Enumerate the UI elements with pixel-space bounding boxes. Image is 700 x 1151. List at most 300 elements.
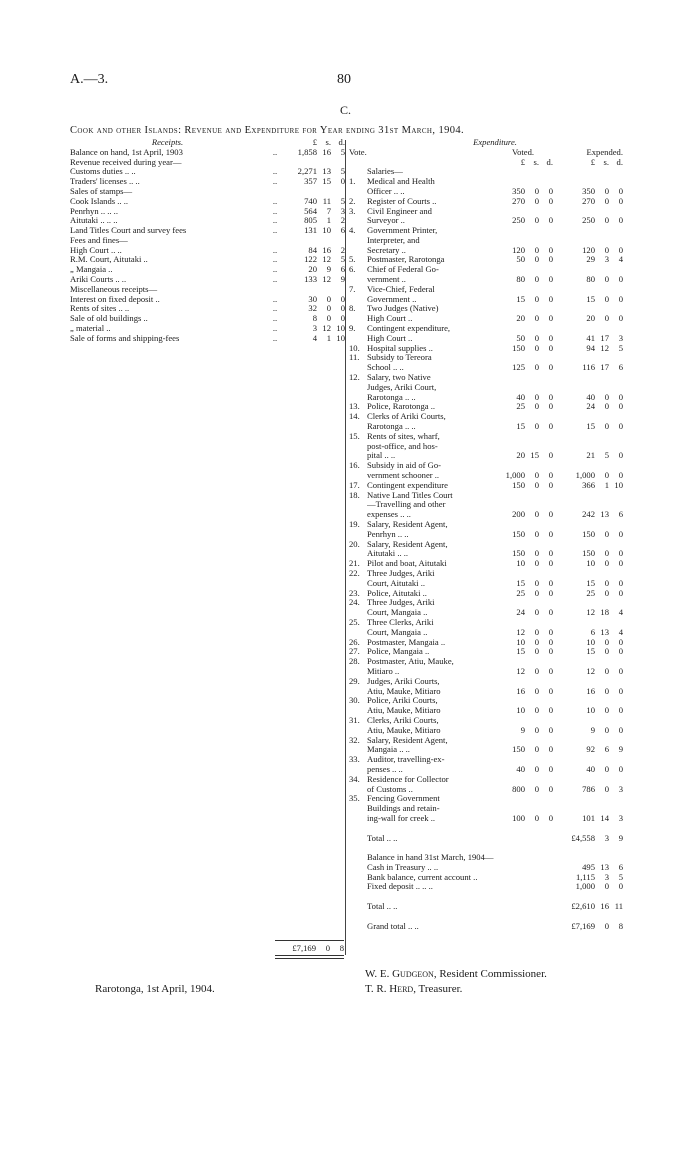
receipt-row (70, 295, 345, 305)
expenditure-row (349, 256, 629, 266)
expended-pence: 6 (618, 509, 623, 520)
voted-pence: 0 (548, 577, 553, 588)
receipts-rows (70, 148, 345, 344)
voted-pounds: 270 (512, 195, 525, 206)
expended-amount (553, 481, 623, 491)
receipt-label: Sale of forms and shipping-fees (70, 333, 180, 343)
expended-pence: 0 (618, 548, 623, 559)
expenditure-label: Balance in hand 31st March, 1904— (367, 853, 494, 863)
voted-pounds: 150 (512, 528, 525, 539)
expended-pounds: 1,000 (575, 470, 595, 481)
receipt-row (70, 324, 345, 334)
vote-number: 23. (349, 587, 360, 598)
expended-pounds: 15 (586, 293, 595, 304)
expenditure-label: Clerks of Ariki Courts, (367, 412, 446, 422)
expended-amount (553, 608, 623, 618)
voted-pence: 0 (548, 626, 553, 637)
vote-number: 27. (349, 646, 360, 657)
voted-pence: 0 (548, 244, 553, 255)
expenditure-row (349, 275, 629, 285)
vote-number: 24. (349, 597, 360, 608)
expended-amount (553, 197, 623, 207)
voted-pounds: 200 (512, 509, 525, 520)
expenditure-label: Rents of sites, wharf, (367, 431, 440, 441)
expenditure-row (349, 481, 629, 491)
voted-shillings: 0 (534, 274, 539, 285)
vote-number: 30. (349, 695, 360, 706)
vote-number: 34. (349, 773, 360, 784)
expenditure-row (349, 706, 629, 716)
voted-pounds: 20 (516, 450, 525, 461)
expended-pounds: 12 (586, 665, 595, 676)
expended-shillings: 0 (604, 665, 609, 676)
expended-pounds-header: £ (590, 156, 595, 167)
voted-pence: 0 (548, 401, 553, 412)
expenditure-label: Judges, Ariki Court, (367, 382, 437, 392)
voted-amount (493, 451, 553, 461)
expenditure-label: Police, Ariki Courts, (367, 696, 438, 706)
expended-shillings: 14 (600, 812, 609, 823)
voted-pounds: 15 (516, 421, 525, 432)
receipts-total-double-rule (275, 955, 344, 959)
voted-shillings: 0 (534, 391, 539, 402)
expenditure-row (349, 883, 629, 893)
receipt-pounds: 805 (304, 215, 317, 226)
expenditure-row (349, 295, 629, 305)
voted-shillings: 0 (534, 626, 539, 637)
vote-number: 25. (349, 616, 360, 627)
receipt-pounds: 740 (304, 195, 317, 206)
treasurer-role: , Treasurer. (413, 983, 463, 995)
expenditure-label: ing-wall for creek .. (367, 813, 436, 823)
voted-pence: 0 (548, 332, 553, 343)
expenditure-label: Salaries— (367, 167, 403, 177)
expenditure-row (349, 618, 629, 628)
expenditure-label: Chief of Federal Go- (367, 265, 439, 275)
expenditure-label: High Court .. (367, 333, 413, 343)
receipt-label: Aitutaki .. .. .. (70, 216, 118, 226)
expenditure-row (349, 716, 629, 726)
expended-pence: 0 (618, 185, 623, 196)
voted-amount (493, 559, 553, 569)
expenditure-label: Rarotonga .. .. (367, 392, 416, 402)
statement-title: Cook and other Islands: Revenue and Expenditure for Year ending 31st March, 1904. (70, 125, 465, 136)
expended-pounds: 6 (590, 626, 595, 637)
expended-pounds: 40 (586, 391, 595, 402)
expended-shillings: 17 (600, 332, 609, 343)
expended-label: Expended. (586, 146, 623, 157)
receipt-row (70, 334, 345, 344)
vote-number: 28. (349, 656, 360, 667)
expended-amount (553, 295, 623, 305)
receipt-pence: 9 (340, 274, 345, 285)
expenditure-label: of Customs .. (367, 784, 413, 794)
commissioner-role: , Resident Commissioner. (433, 968, 547, 980)
expended-amount (553, 745, 623, 755)
expended-pence: 0 (618, 881, 623, 892)
expended-shillings: 16 (600, 901, 609, 912)
expenditure-label: Pilot and boat, Aitutaki (367, 559, 447, 569)
voted-pence: 0 (548, 528, 553, 539)
vote-number: 6. (349, 264, 356, 275)
expenditure-label: High Court .. (367, 314, 413, 324)
receipt-label: Customs duties .. .. (70, 167, 136, 177)
receipt-shillings: 13 (322, 166, 331, 177)
expenditure-label: Bank balance, current account .. (367, 872, 478, 882)
receipt-pounds: 357 (304, 176, 317, 187)
vote-number: 1. (349, 176, 356, 187)
vote-number: 20. (349, 538, 360, 549)
voted-amount (493, 481, 553, 491)
receipt-pence: 6 (340, 225, 345, 236)
voted-shillings: 0 (534, 421, 539, 432)
expended-shillings-header: s. (603, 156, 609, 167)
receipt-dots: .. (272, 323, 278, 334)
expenditure-row (349, 363, 629, 373)
expenditure-label: Postmaster, Atiu, Mauke, (367, 657, 454, 667)
receipt-row (70, 148, 345, 158)
voted-pence: 0 (548, 391, 553, 402)
expenditure-label: Atiu, Mauke, Mitiaro (367, 686, 441, 696)
voted-amount (493, 706, 553, 716)
expenditure-label: Subsidy to Tereora (367, 353, 432, 363)
expended-pounds: 250 (582, 215, 595, 226)
expended-amount (553, 922, 623, 932)
expenditure-label: School .. .. (367, 363, 404, 373)
expended-pence: 0 (618, 421, 623, 432)
receipt-shillings: 0 (326, 313, 331, 324)
expenditure-label: vernment .. (367, 275, 406, 285)
expended-pounds: 94 (586, 342, 595, 353)
expended-shillings: 0 (604, 293, 609, 304)
expended-pounds: 150 (582, 528, 595, 539)
voted-pence: 0 (548, 470, 553, 481)
voted-pounds: 25 (516, 587, 525, 598)
expended-pence: 0 (618, 558, 623, 569)
expended-amount (553, 314, 623, 324)
vote-number: 5. (349, 254, 356, 265)
receipt-label: Land Titles Court and survey fees (70, 226, 187, 236)
receipt-pounds: 84 (308, 244, 317, 255)
voted-amount (493, 314, 553, 324)
expended-lsd-header (553, 158, 623, 168)
receipt-label: High Court .. .. (70, 245, 122, 255)
receipt-dots: .. (272, 195, 278, 206)
voted-pounds: 100 (512, 812, 525, 823)
expenditure-label: Court, Aitutaki .. (367, 578, 426, 588)
expended-amount (553, 814, 623, 824)
voted-pounds: 10 (516, 705, 525, 716)
voted-lsd-header (493, 158, 553, 168)
expended-pounds: 242 (582, 509, 595, 520)
vote-number: 3. (349, 205, 356, 216)
expended-shillings: 0 (604, 577, 609, 588)
expended-pounds: 101 (582, 812, 595, 823)
receipt-row (70, 314, 345, 324)
voted-amount (493, 608, 553, 618)
receipt-dots: .. (272, 293, 278, 304)
receipt-shillings: 1 (326, 332, 331, 343)
expenditure-label: Fixed deposit .. .. .. (367, 882, 433, 892)
voted-pounds: 150 (512, 744, 525, 755)
expended-pence: 0 (618, 244, 623, 255)
vote-number: 18. (349, 489, 360, 500)
voted-amount (493, 510, 553, 520)
vote-number: 13. (349, 401, 360, 412)
receipt-label: Cook Islands .. .. (70, 196, 129, 206)
expenditure-label: Total .. .. (367, 902, 398, 912)
voted-shillings: 15 (530, 450, 539, 461)
expenditure-row (349, 922, 629, 932)
vote-number: 12. (349, 372, 360, 383)
receipt-pence: 10 (336, 332, 345, 343)
receipt-label: Traders' licenses .. .. (70, 177, 140, 187)
expended-pounds: 29 (586, 254, 595, 265)
voted-pence: 0 (548, 362, 553, 373)
receipt-label: Revenue received during year— (70, 157, 182, 167)
expended-pence: 9 (618, 832, 623, 843)
expenditure-label: Clerks, Ariki Courts, (367, 715, 439, 725)
expended-shillings: 0 (604, 313, 609, 324)
expenditure-label: vernment schooner .. (367, 471, 440, 481)
receipts-column (70, 138, 345, 344)
expended-amount (553, 255, 623, 265)
expended-amount (553, 589, 623, 599)
voted-shillings: 0 (534, 195, 539, 206)
expenditure-label: Three Clerks, Ariki (367, 617, 434, 627)
receipt-amount (285, 275, 345, 285)
receipt-row (70, 285, 345, 295)
expended-pence: 0 (618, 705, 623, 716)
expenditure-label: Total .. .. (367, 833, 398, 843)
voted-amount (493, 745, 553, 755)
expenditure-label: Court, Mangaia .. (367, 608, 428, 618)
expended-shillings: 0 (604, 528, 609, 539)
voted-amount (493, 344, 553, 354)
page-number: 80 (337, 72, 351, 87)
expended-pence: 5 (618, 871, 623, 882)
expended-shillings: 0 (604, 274, 609, 285)
expenditure-row (349, 226, 629, 236)
expenditure-row (349, 373, 629, 383)
voted-amount (493, 275, 553, 285)
voted-amount (493, 295, 553, 305)
expended-amount (553, 882, 623, 892)
receipt-pence: 3 (340, 205, 345, 216)
expended-pence: 3 (618, 783, 623, 794)
voted-shillings: 0 (534, 509, 539, 520)
expenditure-subheading-row (349, 148, 629, 158)
expended-shillings: 0 (604, 421, 609, 432)
voted-amount (493, 589, 553, 599)
voted-amount (493, 667, 553, 677)
expenditure-row (349, 452, 629, 462)
voted-pence: 0 (548, 812, 553, 823)
voted-pounds: 150 (512, 548, 525, 559)
voted-pounds: 125 (512, 362, 525, 373)
receipt-label: „ Mangaia .. (70, 265, 113, 275)
voted-shillings: 0 (534, 185, 539, 196)
expended-amount (553, 667, 623, 677)
expended-pounds: 92 (586, 744, 595, 755)
receipt-shillings: 7 (326, 205, 331, 216)
voted-pounds: 350 (512, 185, 525, 196)
expended-pounds: 270 (582, 195, 595, 206)
vote-number: 7. (349, 283, 356, 294)
expended-pence: 0 (618, 724, 623, 735)
expenditure-row (349, 902, 629, 912)
expenditure-label: Postmaster, Rarotonga (367, 255, 445, 265)
expended-amount (553, 344, 623, 354)
expenditure-row (349, 403, 629, 413)
vote-number: 31. (349, 714, 360, 725)
voted-shillings: 0 (534, 293, 539, 304)
voted-pounds: 20 (516, 313, 525, 324)
expended-shillings: 0 (604, 548, 609, 559)
expenditure-label: Cash in Treasury .. .. (367, 862, 439, 872)
receipt-shillings: 1 (326, 215, 331, 226)
expended-pounds: 21 (586, 450, 595, 461)
voted-pence: 0 (548, 587, 553, 598)
expenditure-label: Atiu, Mauke, Mitiaro (367, 706, 441, 716)
vote-number: 21. (349, 558, 360, 569)
expended-pounds: 15 (586, 577, 595, 588)
expenditure-row (349, 589, 629, 599)
expended-pence: 3 (618, 332, 623, 343)
voted-amount (493, 402, 553, 412)
expended-pence: 0 (618, 665, 623, 676)
expenditure-label: Atiu, Mauke, Mitiaro (367, 725, 441, 735)
expenditure-label: Fencing Government (367, 794, 440, 804)
receipt-pence: 6 (340, 264, 345, 275)
expended-pounds: 350 (582, 185, 595, 196)
voted-pence: 0 (548, 195, 553, 206)
voted-shillings: 0 (534, 685, 539, 696)
expended-pounds: 40 (586, 763, 595, 774)
expended-shillings: 0 (604, 391, 609, 402)
expenditure-row (349, 510, 629, 520)
voted-shillings: 0 (534, 470, 539, 481)
voted-pence: 0 (548, 607, 553, 618)
voted-pounds: 120 (512, 244, 525, 255)
receipt-pence: 5 (340, 166, 345, 177)
receipt-row (70, 256, 345, 266)
expenditure-label: Buildings and retain- (367, 804, 440, 814)
expended-pence: 0 (618, 293, 623, 304)
expenditure-row (349, 167, 629, 177)
expended-pence: 4 (618, 607, 623, 618)
expenditure-label: Civil Engineer and (367, 206, 432, 216)
voted-label: Voted. (511, 146, 535, 157)
expended-pence: 10 (614, 479, 623, 490)
receipt-dots: .. (272, 244, 278, 255)
voted-pence: 0 (548, 744, 553, 755)
voted-shillings: 0 (534, 342, 539, 353)
expended-shillings: 0 (604, 724, 609, 735)
expended-shillings: 0 (604, 215, 609, 226)
expenditure-label: Penrhyn .. .. (367, 529, 409, 539)
expenditure-label: Subsidy in aid of Go- (367, 461, 441, 471)
receipt-dots: .. (272, 176, 278, 187)
expended-shillings: 0 (604, 401, 609, 412)
expended-shillings: 0 (604, 783, 609, 794)
expended-shillings: 18 (600, 607, 609, 618)
receipt-shillings: 0 (326, 293, 331, 304)
expenditure-row (349, 726, 629, 736)
expended-pence: 0 (618, 646, 623, 657)
expended-pence-header: d. (616, 156, 623, 167)
expended-pounds: 15 (586, 421, 595, 432)
voted-shillings: 0 (534, 646, 539, 657)
voted-shillings: 0 (534, 763, 539, 774)
voted-pence: 0 (548, 215, 553, 226)
expended-pence: 0 (618, 274, 623, 285)
voted-shillings: 0 (534, 332, 539, 343)
receipt-pounds: 4 (312, 332, 317, 343)
expended-amount (553, 216, 623, 226)
receipt-dots: .. (272, 264, 278, 275)
expended-shillings: 0 (604, 920, 609, 931)
voted-pence: 0 (548, 665, 553, 676)
expenditure-label: Government .. (367, 294, 417, 304)
expenditure-label: Officer .. .. (367, 186, 405, 196)
expenditure-label: Police, Mangaia .. (367, 647, 430, 657)
expended-pence: 11 (614, 901, 623, 912)
expended-pounds: 1,000 (575, 881, 595, 892)
voted-amount (493, 687, 553, 697)
receipt-pence: 0 (340, 303, 345, 314)
expended-shillings: 13 (600, 626, 609, 637)
voted-shillings: 0 (534, 558, 539, 569)
expenditure-label: Postmaster, Mangaia .. (367, 637, 446, 647)
expenditure-row (349, 814, 629, 824)
voted-amount (493, 785, 553, 795)
expenditure-label: Vice-Chief, Federal (367, 284, 435, 294)
expended-pounds: 12 (586, 607, 595, 618)
receipt-shillings: 12 (322, 254, 331, 265)
receipt-pounds: 32 (308, 303, 317, 314)
expended-pence: 4 (618, 626, 623, 637)
expended-pence: 0 (618, 685, 623, 696)
voted-pounds: 1,000 (505, 470, 525, 481)
voted-shillings: 0 (534, 607, 539, 618)
expended-pence: 0 (618, 763, 623, 774)
voted-pence: 0 (548, 274, 553, 285)
expended-pounds: 1,115 (575, 871, 595, 882)
expenditure-row (349, 216, 629, 226)
receipt-label: Penrhyn .. .. .. (70, 206, 118, 216)
expended-shillings: 0 (604, 646, 609, 657)
expenditure-row (349, 344, 629, 354)
expended-pence: 9 (618, 744, 623, 755)
receipts-pence-header: d. (338, 136, 345, 147)
expenditure-row (349, 785, 629, 795)
expended-amount (553, 687, 623, 697)
expended-shillings: 0 (604, 470, 609, 481)
expended-pounds: £2,610 (571, 901, 595, 912)
expended-pence: 6 (618, 861, 623, 872)
expenditure-row (349, 530, 629, 540)
expended-shillings: 17 (600, 362, 609, 373)
expended-pence: 0 (618, 195, 623, 206)
expended-pence: 0 (618, 215, 623, 226)
vote-number: 8. (349, 303, 356, 314)
expended-amount (553, 530, 623, 540)
voted-amount (493, 647, 553, 657)
expenditure-label: Mangaia .. .. (367, 745, 410, 755)
expended-pence: 0 (618, 636, 623, 647)
receipt-dots: .. (272, 166, 278, 177)
